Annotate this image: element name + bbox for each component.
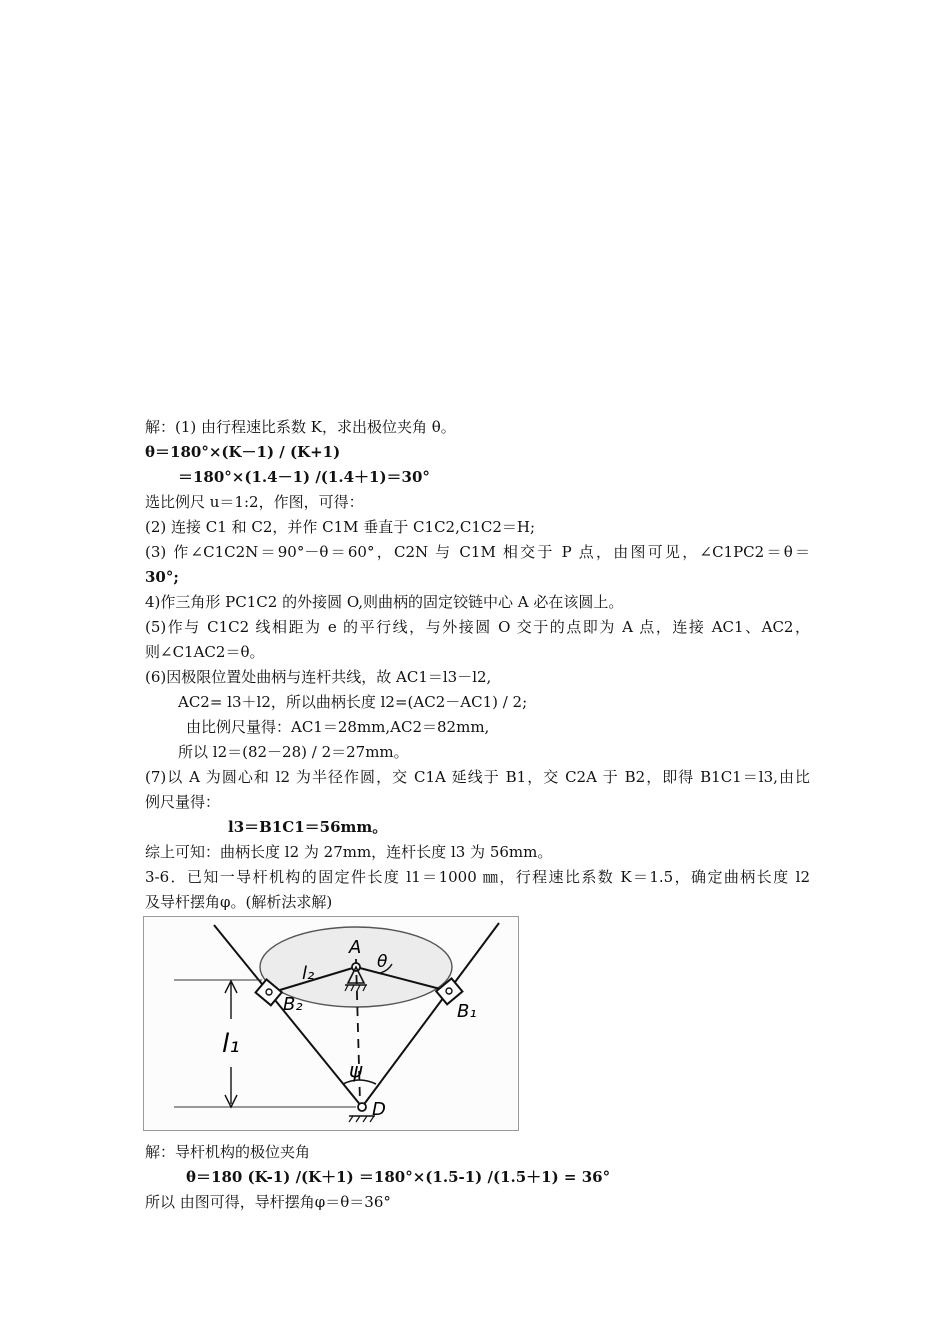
text-line: 则∠C1AC2＝θ。 xyxy=(145,643,265,661)
pivot-d xyxy=(358,1103,366,1111)
text-line: (5)作与 C1C2 线相距为 e 的平行线，与外接圆 O 交于的点即为 A 点，连接 AC1、AC2， xyxy=(145,618,810,636)
label-l2: l₂ xyxy=(302,963,315,984)
label-b1: B₁ xyxy=(457,1001,477,1022)
label-b2: B₂ xyxy=(283,994,303,1015)
text-line: (2) 连接 C1 和 C2，并作 C1M 垂直于 C1C2,C1C2＝H; xyxy=(145,518,536,536)
text-line: 4)作三角形 PC1C2 的外接圆 O,则曲柄的固定铰链中心 A 必在该圆上。 xyxy=(145,593,624,611)
text-line: 所以 l2＝(82－28) / 2＝27mm。 xyxy=(178,743,409,761)
text-line: 解：导杆机构的极位夹角 xyxy=(145,1143,311,1161)
text-line: 3-6．已知一导杆机构的固定件长度 l1＝1000 ㎜，行程速比系数 K＝1.5，确定曲柄长度 l2 xyxy=(145,868,810,886)
text-line: (7)以 A 为圆心和 l2 为半径作圆，交 C1A 延线于 B1，交 C2A 于 B2，即得 B1C1＝l3,由比 xyxy=(145,768,810,786)
label-d: D xyxy=(372,1099,386,1120)
label-theta: θ xyxy=(377,952,388,972)
text-line: (3) 作∠C1C2N＝90°－θ＝60°，C2N 与 C1M 相交于 P 点，由图可见，∠C1PC2＝θ＝ xyxy=(145,543,810,561)
text-line: 由比例尺量得：AC1＝28mm,AC2＝82mm, xyxy=(186,718,490,736)
text-line: 及导杆摆角φ。(解析法求解) xyxy=(145,893,333,911)
text-line: (6)因极限位置处曲柄与连杆共线，故 AC1＝l3－l2, xyxy=(145,668,492,686)
mechanism-figure xyxy=(143,916,519,1131)
mechanism-diagram xyxy=(144,917,518,1130)
text-line: θ＝180 (K-1) /(K＋1) ＝180°×(1.5-1) /(1.5＋1) = 36° xyxy=(186,1168,611,1186)
text-line: 30°; xyxy=(145,568,179,586)
text-line: ＝180°×(1.4－1) /(1.4＋1)＝30° xyxy=(178,468,430,486)
text-line: 选比例尺 u＝1:2，作图，可得： xyxy=(145,493,364,511)
label-l1: l₁ xyxy=(222,1029,240,1059)
text-line: θ＝180°×(K－1) / (K+1) xyxy=(145,443,341,461)
text-line: 解：(1) 由行程速比系数 K，求出极位夹角 θ。 xyxy=(145,418,456,436)
text-line: AC2= l3＋l2，所以曲柄长度 l2=(AC2－AC1) / 2; xyxy=(178,693,528,711)
label-a: A xyxy=(349,937,362,958)
text-line: 综上可知：曲柄长度 l2 为 27mm，连杆长度 l3 为 56mm。 xyxy=(145,843,553,861)
label-psi: ψ xyxy=(349,1058,363,1082)
text-line: 例尺量得： xyxy=(145,793,221,811)
text-line: l3＝B1C1＝56mm。 xyxy=(228,818,388,836)
text-line: 所以 由图可得，导杆摆角φ＝θ＝36° xyxy=(145,1193,391,1211)
